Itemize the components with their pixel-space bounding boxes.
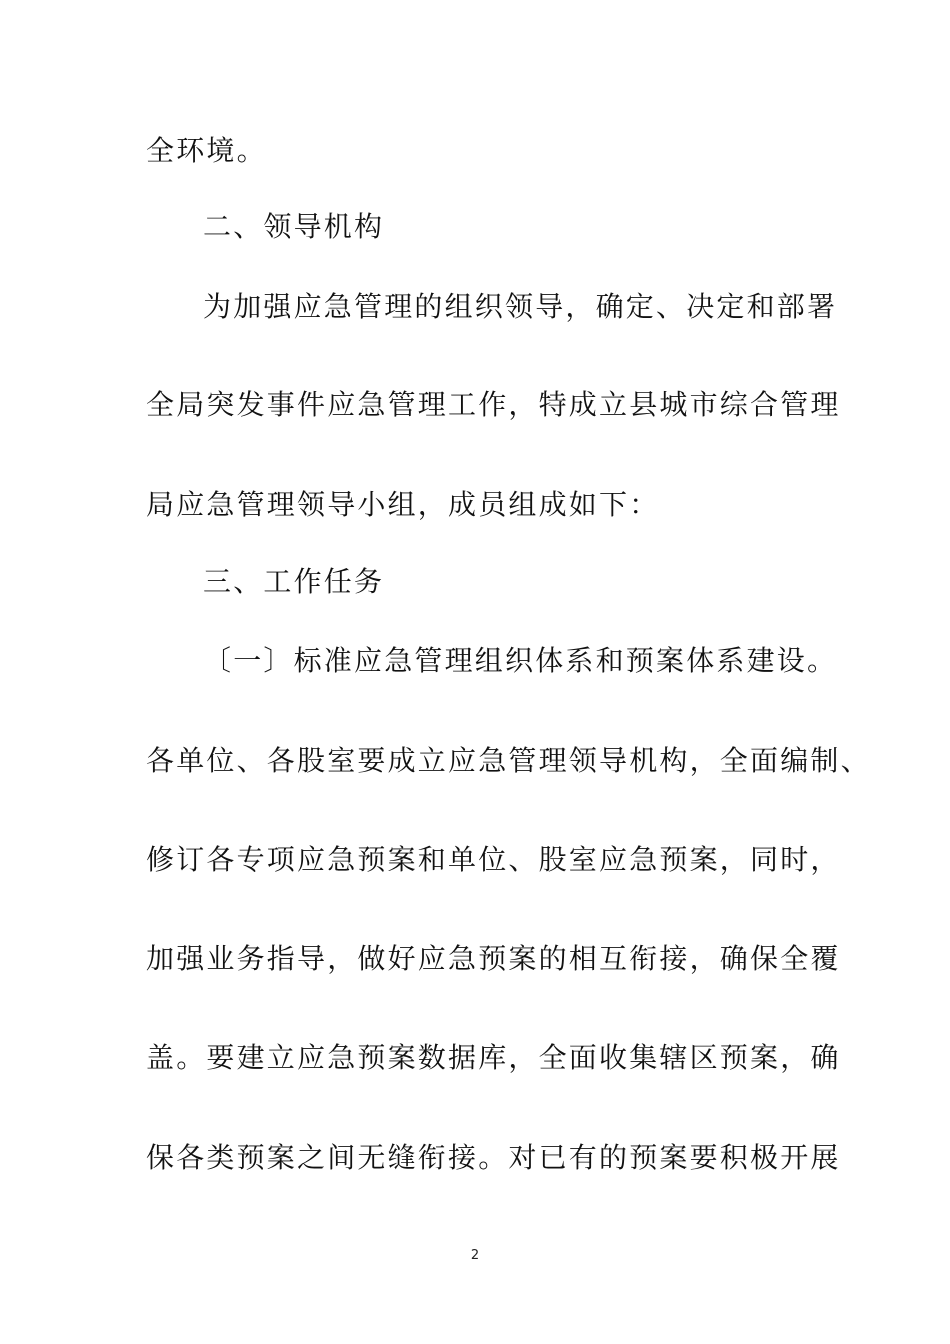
paragraph-line: 为加强应急管理的组织领导，确定、决定和部署 [203,290,838,323]
paragraph-line: 全局突发事件应急管理工作，特成立县城市综合管理 [146,388,841,421]
subsection-heading: 〔一〕标准应急管理组织体系和预案体系建设。 [203,644,838,677]
section-heading-tasks: 三、工作任务 [203,565,385,598]
paragraph-line: 局应急管理领导小组，成员组成如下： [146,488,660,521]
paragraph-continuation-line: 全环境。 [146,134,267,167]
paragraph-line: 修订各专项应急预案和单位、股室应急预案，同时， [146,843,841,876]
paragraph-line: 保各类预案之间无缝衔接。对已有的预案要积极开展 [146,1141,841,1174]
section-heading-leadership: 二、领导机构 [203,210,385,243]
page-number: 2 [470,1248,480,1263]
paragraph-line: 加强业务指导，做好应急预案的相互衔接，确保全覆 [146,942,841,975]
paragraph-line: 各单位、各股室要成立应急管理领导机构，全面编制、 [146,744,871,777]
paragraph-line: 盖。要建立应急预案数据库，全面收集辖区预案，确 [146,1041,841,1074]
